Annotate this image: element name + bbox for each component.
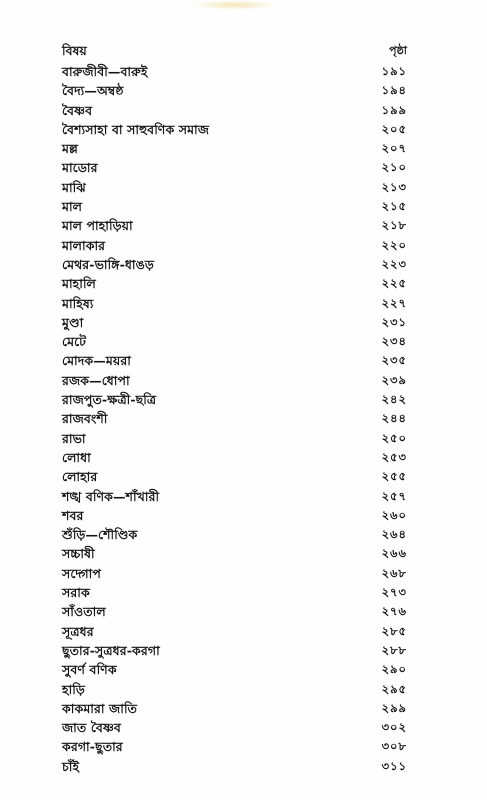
toc-entry-page-number: ২২৩ bbox=[381, 256, 407, 271]
page-column-label: পৃষ্ঠা bbox=[389, 44, 407, 57]
toc-entry bbox=[62, 101, 407, 120]
table-of-contents bbox=[62, 40, 407, 776]
toc-entry-page-number: ৩০২ bbox=[381, 720, 407, 735]
page-top-glow bbox=[190, 0, 280, 10]
toc-entry-page-number: ৩০৮ bbox=[381, 739, 407, 754]
toc-entry bbox=[62, 274, 407, 293]
toc-entry-title: রাজপুত-ক্ষত্রী-ছত্রি bbox=[62, 392, 157, 408]
toc-entry-page-number: ২৯৫ bbox=[381, 681, 407, 696]
toc-entry bbox=[62, 448, 407, 467]
toc-entry-page-number: ২৬০ bbox=[381, 507, 407, 522]
toc-entry-title: মুণ্ডা bbox=[62, 314, 84, 330]
toc-entry-title: সদ্গোপ bbox=[62, 565, 101, 581]
toc-entry-title: রাজবংশী bbox=[62, 411, 108, 427]
toc-entry-page-number: ২২৫ bbox=[381, 276, 407, 291]
toc-entry bbox=[62, 255, 407, 274]
toc-list bbox=[62, 62, 407, 776]
toc-entry-title: বারুজীবী—বারুই bbox=[62, 64, 148, 79]
toc-entry bbox=[62, 622, 407, 641]
toc-entry-title: মালাকার bbox=[62, 237, 106, 253]
toc-entry bbox=[62, 178, 407, 197]
toc-entry-title: সূত্রধর bbox=[62, 623, 94, 639]
toc-entry-title: মাহিষ্য bbox=[62, 295, 94, 311]
toc-entry bbox=[62, 332, 407, 351]
toc-entry-page-number: ২৫৫ bbox=[381, 469, 407, 484]
toc-entry-title: মোদক—ময়রা bbox=[62, 353, 131, 369]
toc-entry-page-number: ২৪৪ bbox=[381, 411, 407, 426]
toc-entry bbox=[62, 236, 407, 255]
toc-entry-title: সরাক bbox=[62, 585, 90, 601]
toc-entry bbox=[62, 467, 407, 486]
toc-entry-title: মল্ল bbox=[62, 141, 79, 157]
subject-column-label: বিষয় bbox=[62, 43, 87, 58]
toc-entry bbox=[62, 699, 407, 718]
toc-entry-title: শুঁড়ি—শৌণ্ডিক bbox=[62, 527, 138, 543]
toc-entry-title: মাল পাহাড়িয়া bbox=[62, 218, 133, 234]
toc-entry-page-number: ২০৭ bbox=[381, 141, 407, 156]
toc-entry-title: চাঁই bbox=[62, 758, 80, 774]
toc-entry-page-number: ১৯৪ bbox=[381, 83, 407, 98]
toc-entry-title: ছুতার-সুত্রধর-করগা bbox=[62, 642, 160, 658]
toc-entry bbox=[62, 544, 407, 563]
toc-entry bbox=[62, 429, 407, 448]
toc-entry bbox=[62, 564, 407, 583]
toc-entry bbox=[62, 718, 407, 737]
toc-entry-title: বৈষ্ণব bbox=[62, 102, 93, 118]
toc-entry-page-number: ২২৭ bbox=[381, 295, 407, 310]
toc-entry-page-number: ২৭৬ bbox=[381, 604, 407, 619]
toc-entry bbox=[62, 313, 407, 332]
toc-entry-title: লোহার bbox=[62, 469, 98, 485]
toc-entry bbox=[62, 487, 407, 506]
toc-entry bbox=[62, 294, 407, 313]
toc-entry-page-number: ২২০ bbox=[381, 237, 407, 252]
toc-entry-title: শঙ্খ বণিক—শাঁখারী bbox=[62, 488, 160, 504]
toc-entry bbox=[62, 216, 407, 235]
toc-entry-title: সচ্চাষী bbox=[62, 546, 95, 562]
toc-entry bbox=[62, 62, 407, 81]
toc-entry-page-number: ১৯৯ bbox=[381, 102, 407, 117]
toc-entry-page-number: ২৮৫ bbox=[381, 623, 407, 638]
toc-entry bbox=[62, 351, 407, 370]
toc-entry bbox=[62, 525, 407, 544]
toc-entry bbox=[62, 737, 407, 756]
toc-entry bbox=[62, 583, 407, 602]
toc-entry-page-number: ২৯৯ bbox=[381, 700, 407, 715]
toc-entry-page-number: ২১৮ bbox=[381, 218, 407, 233]
toc-entry-page-number: ২৭৩ bbox=[381, 585, 407, 600]
toc-entry-page-number: ২৫০ bbox=[381, 430, 407, 445]
toc-header bbox=[62, 40, 407, 62]
toc-entry-page-number: ২১০ bbox=[381, 160, 407, 175]
toc-entry bbox=[62, 81, 407, 100]
toc-entry bbox=[62, 120, 407, 139]
toc-entry-title: বৈশ্যসাহা বা সাহুবণিক সমাজ bbox=[62, 121, 210, 137]
toc-entry bbox=[62, 602, 407, 621]
toc-entry-title: হাড়ি bbox=[62, 681, 85, 697]
toc-entry-title: মাহালি bbox=[62, 276, 96, 292]
toc-entry-page-number: ২১৫ bbox=[381, 199, 407, 214]
toc-entry-page-number: ২৫৭ bbox=[381, 488, 407, 503]
toc-entry-title: সাঁওতাল bbox=[62, 604, 106, 620]
toc-entry bbox=[62, 139, 407, 158]
toc-entry-title: সুবর্ণ বণিক bbox=[62, 662, 117, 678]
toc-entry-page-number: ২৪২ bbox=[381, 392, 407, 407]
toc-entry bbox=[62, 197, 407, 216]
toc-entry-page-number: ২৮৮ bbox=[381, 642, 407, 657]
toc-entry-title: বৈদ্য—অম্বষ্ঠ bbox=[62, 83, 124, 99]
toc-entry-page-number: ২৩১ bbox=[381, 314, 407, 329]
toc-entry bbox=[62, 390, 407, 409]
toc-entry-title: মেথর-ভাঙ্গি-ধাঙড় bbox=[62, 256, 154, 272]
toc-entry-title: করগা-ছুতার bbox=[62, 739, 123, 755]
toc-entry-title: মাল bbox=[62, 199, 83, 215]
toc-entry-page-number: ২৯০ bbox=[381, 662, 407, 677]
toc-entry bbox=[62, 660, 407, 679]
toc-entry-page-number: ৩১১ bbox=[381, 758, 407, 773]
toc-entry-title: কাকমারা জাতি bbox=[62, 700, 137, 716]
toc-entry-title: মাডোর bbox=[62, 160, 98, 176]
toc-entry-page-number: ২৩৫ bbox=[381, 353, 407, 368]
toc-entry-title: মাঝি bbox=[62, 179, 86, 195]
toc-entry-page-number: ১৯১ bbox=[381, 64, 407, 78]
toc-entry-page-number: ২৬৪ bbox=[381, 527, 407, 542]
toc-entry bbox=[62, 641, 407, 660]
toc-entry-page-number: ২৩৪ bbox=[381, 334, 407, 349]
toc-entry-page-number: ২৬৬ bbox=[381, 546, 407, 561]
toc-entry-page-number: ২৬৮ bbox=[381, 565, 407, 580]
toc-entry-page-number: ২৫৩ bbox=[381, 449, 407, 464]
toc-entry-page-number: ২০৫ bbox=[381, 121, 407, 136]
toc-entry-title: লোধা bbox=[62, 449, 91, 465]
toc-entry-title: শবর bbox=[62, 507, 84, 523]
toc-entry bbox=[62, 371, 407, 390]
toc-entry bbox=[62, 506, 407, 525]
toc-entry bbox=[62, 757, 407, 776]
toc-entry-title: রাভা bbox=[62, 430, 86, 446]
toc-entry bbox=[62, 158, 407, 177]
toc-entry-page-number: ২১৩ bbox=[381, 179, 407, 194]
toc-entry-title: মেটে bbox=[62, 334, 87, 350]
toc-entry bbox=[62, 409, 407, 428]
toc-entry-title: জাত বৈষ্ণব bbox=[62, 720, 121, 736]
toc-entry-page-number: ২৩৯ bbox=[381, 372, 407, 387]
toc-entry bbox=[62, 680, 407, 699]
toc-entry-title: রজক—ধোপা bbox=[62, 372, 130, 388]
